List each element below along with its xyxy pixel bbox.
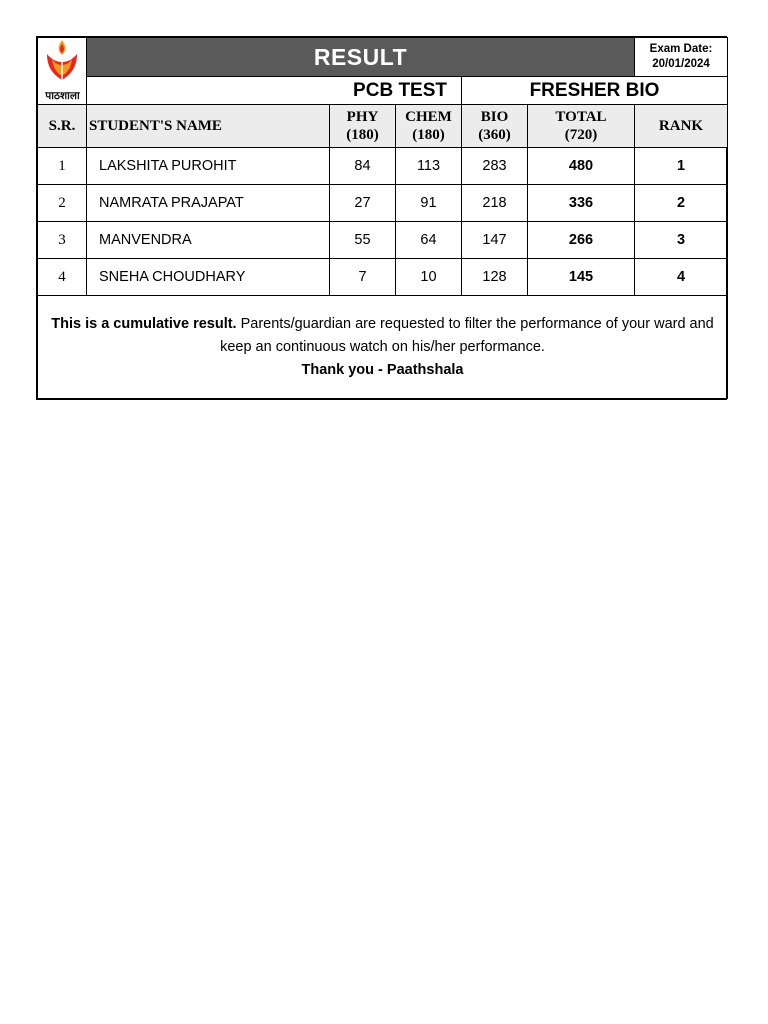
logo [38,38,87,105]
cell-total: 266 [528,222,635,259]
cell-phy: 55 [330,222,396,259]
cell-total: 480 [528,148,635,185]
cell-chem: 91 [396,185,462,222]
exam-date-label: Exam Date: [649,43,713,55]
cell-student-name: NAMRATA PRAJAPAT [87,185,330,222]
footer-bold-lead: This is a cumulative result. [51,315,237,332]
footer-note-text: Parents/guardian are requested to filter the performance of your ward and keep an continuous watch on his/her performance. [220,315,714,355]
cell-student-name: SNEHA CHOUDHARY [87,259,330,296]
exam-date-cell [635,38,728,77]
result-table [37,37,728,399]
col-header-bio-label: BIO [480,109,509,125]
cell-total: 336 [528,185,635,222]
col-header-phy-label: PHY [346,109,379,125]
col-header-name: STUDENT'S NAME [87,105,330,148]
cell-total: 145 [528,259,635,296]
col-header-sr: S.R. [38,105,87,148]
footer-note [38,296,728,399]
col-header-chem-label: CHEM [405,109,452,125]
cell-chem: 113 [396,148,462,185]
cell-phy: 7 [330,259,396,296]
col-header-total [528,105,635,148]
col-header-chem-max: (180) [412,127,445,143]
cell-rank: 1 [635,148,728,185]
table-row [38,185,728,222]
cell-rank: 3 [635,222,728,259]
cell-sr: 2 [38,185,87,222]
cell-sr: 4 [38,259,87,296]
exam-date-value: 20/01/2024 [652,58,710,70]
col-header-bio [462,105,528,148]
col-header-rank: RANK [635,105,728,148]
cell-rank: 2 [635,185,728,222]
table-row [38,259,728,296]
cell-bio: 147 [462,222,528,259]
footer-thanks: Thank you - Paathshala [301,361,464,378]
page-title: RESULT [87,38,635,77]
paathshala-logo-icon [38,38,87,104]
footer-message [50,313,715,359]
cell-chem: 64 [396,222,462,259]
col-header-phy [330,105,396,148]
result-sheet [36,36,727,400]
cell-rank: 4 [635,259,728,296]
cell-student-name: MANVENDRA [87,222,330,259]
cell-phy: 84 [330,148,396,185]
band-pcb-test: PCB TEST [87,77,462,105]
col-header-phy-max: (180) [346,127,379,143]
svg-text:पाठशाला: पाठशाला [45,90,80,102]
cell-student-name: LAKSHITA PUROHIT [87,148,330,185]
col-header-total-max: (720) [564,127,598,143]
table-row [38,222,728,259]
cell-phy: 27 [330,185,396,222]
cell-sr: 3 [38,222,87,259]
col-header-total-label: TOTAL [555,109,607,125]
col-header-chem [396,105,462,148]
cell-bio: 218 [462,185,528,222]
cell-chem: 10 [396,259,462,296]
table-row [38,148,728,185]
col-header-bio-max: (360) [478,127,511,143]
cell-sr: 1 [38,148,87,185]
cell-bio: 283 [462,148,528,185]
band-fresher-bio: FRESHER BIO [462,77,728,105]
cell-bio: 128 [462,259,528,296]
